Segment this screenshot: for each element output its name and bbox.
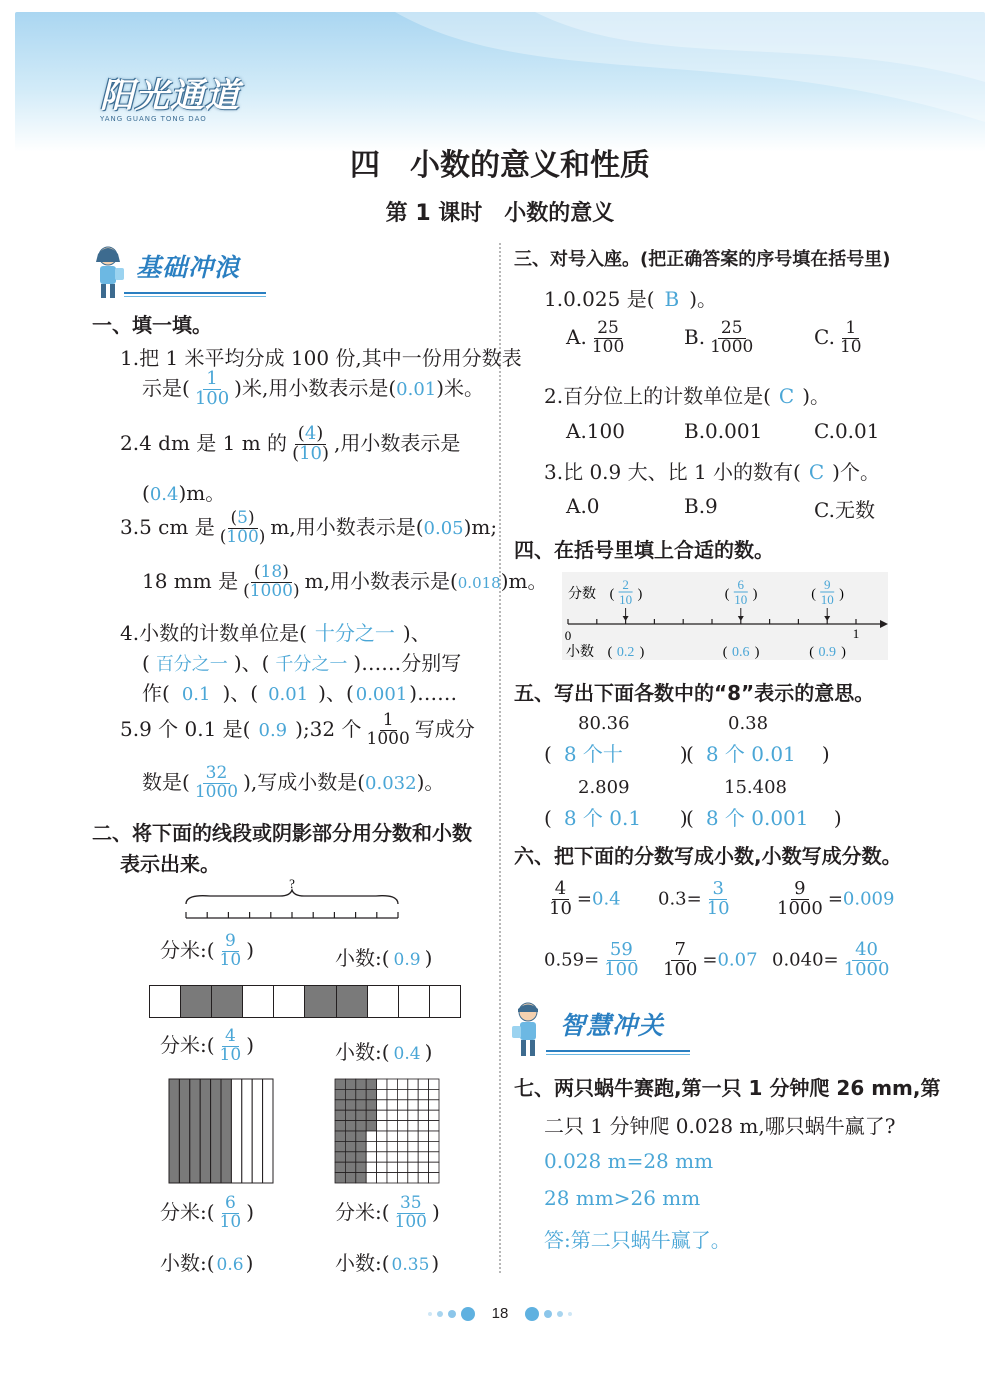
grid-cell: [429, 1079, 439, 1089]
grid-cell: [356, 1121, 366, 1131]
strip-cell: [274, 986, 305, 1017]
unit-title: 四 小数的意义和性质: [350, 148, 650, 183]
grid-cell: [356, 1173, 366, 1183]
shaded-strip: [149, 985, 461, 1018]
grid-cell: [345, 1079, 355, 1089]
number-line-dec-label: 小数: [566, 645, 594, 660]
p6-r1-3: $\frac{9}{1000}$ =0.009: [777, 878, 895, 919]
grid-cell: [345, 1173, 355, 1183]
number-line-dec-value: 0.9: [818, 645, 836, 660]
strip-column: [252, 1079, 262, 1183]
grid-cell: [387, 1121, 397, 1131]
lesson-title: 第 1 课时 小数的意义: [385, 201, 615, 226]
strip-cell: [181, 986, 212, 1017]
grid-cell: [397, 1152, 407, 1162]
number-line-dec-value: 0.6: [732, 645, 750, 660]
part4-title: 四、在括号里填上合适的数。: [514, 538, 774, 562]
q2-decimal-answer: 0.4: [149, 484, 179, 505]
p2-item2-fraction: $\frac{4}{10}$: [219, 1026, 242, 1065]
svg-text:(: (: [809, 645, 814, 660]
grid-cell: [408, 1131, 418, 1141]
strip-column: [263, 1079, 273, 1183]
q3-line-a: 3.5 cm 是 $\frac{(5)}{(100)}$ m,用小数表示是(0.05)m;: [120, 508, 498, 547]
column-divider: [499, 243, 501, 1273]
grid-cell: [335, 1173, 345, 1183]
number-line-dec-value: 0.2: [616, 645, 635, 660]
grid-cell: [377, 1173, 387, 1183]
p2-item2-dec: 小数:( 0.4 ): [335, 1040, 433, 1064]
grid-cell: [429, 1110, 439, 1120]
p3-q2: 2.百分位上的计数单位是( C )。: [544, 384, 831, 408]
grid-cell: [429, 1121, 439, 1131]
grid-cell: [356, 1152, 366, 1162]
grid-cell: [356, 1110, 366, 1120]
grid-cell: [366, 1162, 376, 1172]
q2-line-b: (0.4)m。: [142, 481, 226, 505]
p5-num-4: 15.408: [724, 777, 787, 798]
q1-fraction-answer: $\frac{1}{100}$: [194, 368, 230, 409]
grid-cell: [418, 1162, 428, 1172]
vertical-strips-figure: [168, 1078, 274, 1184]
grid-cell: [335, 1162, 345, 1172]
grid-cell: [408, 1173, 418, 1183]
q4-line-c: 作( 0.1 )、( 0.01 )、( 0.001 )……: [142, 681, 458, 705]
grid-cell: [345, 1100, 355, 1110]
grid-cell: [429, 1162, 439, 1172]
svg-text:): ): [637, 587, 643, 602]
grid-cell: [366, 1110, 376, 1120]
grid-cell: [429, 1089, 439, 1099]
grid-cell: [377, 1162, 387, 1172]
grid-cell: [397, 1089, 407, 1099]
grid-cell: [408, 1121, 418, 1131]
grid-cell: [429, 1141, 439, 1151]
boy-mascot-icon: [508, 1000, 550, 1060]
p3-q2-optC: C.0.01: [814, 419, 880, 443]
number-line-frac-num: 6: [737, 577, 745, 592]
svg-text:): ): [839, 587, 844, 602]
q4-line-b: ( 百分之一 )、( 千分之一 )……分别写: [142, 651, 462, 675]
grid-cell: [408, 1100, 418, 1110]
grid-cell: [345, 1162, 355, 1172]
logo-subtext: YANG GUANG TONG DAO: [100, 115, 207, 123]
p3-q2-optB: B.0.001: [684, 419, 763, 443]
badge-underline: [546, 1050, 690, 1055]
number-line-one: 1: [852, 626, 860, 641]
svg-text:(: (: [722, 645, 728, 660]
q5-line-b: 数是( $\frac{32}{1000}$ ),写成小数是(0.032)。: [142, 763, 445, 802]
svg-text:): ): [841, 645, 846, 660]
segment-ticks: [186, 912, 398, 918]
strip-cell: [305, 986, 336, 1017]
grid-cell: [418, 1089, 428, 1099]
number-line-point: [608, 577, 645, 660]
grid-cell: [418, 1152, 428, 1162]
grid-cell: [345, 1089, 355, 1099]
p3-q1-optC: C. $\frac{1}{10}$: [814, 318, 862, 357]
grid-cell: [408, 1089, 418, 1099]
grid-cell: [335, 1110, 345, 1120]
basic-badge: [88, 244, 268, 302]
part7-line2: 二只 1 分钟爬 0.028 m,哪只蜗牛赢了?: [544, 1114, 896, 1138]
strip-cell: [243, 986, 274, 1017]
p2-item1-fraction: $\frac{9}{10}$: [219, 931, 242, 970]
segment-question-mark: ?: [289, 876, 295, 891]
grid-cell: [387, 1173, 397, 1183]
challenge-badge-label: 智慧冲关: [560, 1011, 665, 1040]
number-line: [562, 572, 888, 660]
p6-r1-1: $\frac{4}{10}$ =0.4: [549, 878, 621, 919]
q1-decimal-answer: 0.01: [396, 378, 437, 400]
grid-cell: [366, 1131, 376, 1141]
grid-cell: [335, 1141, 345, 1151]
p5-num-2: 0.38: [728, 713, 769, 734]
grid-cell: [345, 1131, 355, 1141]
segment-brace: [186, 890, 398, 904]
svg-text:(: (: [724, 587, 730, 602]
q4-line-a: 4.小数的计数单位是( 十分之一 )、: [120, 621, 431, 645]
grid-cell: [366, 1152, 376, 1162]
p5-ans-3: ( 8 个 0.1 ): [544, 806, 688, 830]
part3-title: 三、对号入座。(把正确答案的序号填在括号里): [514, 249, 891, 270]
p3-q3: 3.比 0.9 大、比 1 小的数有( C )个。: [544, 460, 880, 484]
number-line-frac-den: 10: [619, 592, 633, 607]
grid-cell: [356, 1089, 366, 1099]
strip-cell: [430, 986, 460, 1017]
p2-item4-dec: 小数:( 0.35 ): [335, 1251, 440, 1275]
grid-cell: [366, 1141, 376, 1151]
grid-cell: [418, 1121, 428, 1131]
p5-ans-2: ( 8 个 0.01 ): [686, 742, 830, 766]
p2-item4-fraction: $\frac{35}{100}$: [394, 1193, 427, 1232]
grid-cell: [377, 1100, 387, 1110]
strip-column: [221, 1079, 231, 1183]
strip-cell: [212, 986, 243, 1017]
strip-cell: [399, 986, 430, 1017]
grid-cell: [366, 1173, 376, 1183]
svg-text:): ): [752, 587, 758, 602]
grid-cell: [387, 1089, 397, 1099]
grid-cell: [397, 1121, 407, 1131]
strip-cell: [368, 986, 399, 1017]
grid-cell: [335, 1079, 345, 1089]
grid-cell: [429, 1100, 439, 1110]
strip-column: [242, 1079, 252, 1183]
grid-cell: [387, 1100, 397, 1110]
part7-answer-3: 答:第二只蜗牛赢了。: [544, 1228, 731, 1252]
grid-cell: [397, 1100, 407, 1110]
q1-line-a: 1.把 1 米平均分成 100 份,其中一份用分数表: [120, 346, 522, 370]
strip-column: [169, 1079, 179, 1183]
strip-cell: [150, 986, 181, 1017]
grid-cell: [377, 1079, 387, 1089]
grid-cell: [366, 1100, 376, 1110]
strip-column: [190, 1079, 200, 1183]
p2-item3-frac: 分米:( $\frac{6}{10}$ ): [160, 1193, 254, 1232]
strip-cell: [337, 986, 368, 1017]
part2-title-a: 二、将下面的线段或阴影部分用分数和小数: [92, 821, 472, 845]
p6-r2-1: 0.59= $\frac{59}{100}$: [544, 939, 639, 980]
grid-cell: [335, 1121, 345, 1131]
p2-item1-dec: 小数:( 0.9 ): [335, 946, 433, 970]
grid-cell: [345, 1141, 355, 1151]
grid-cell: [387, 1141, 397, 1151]
p6-r2-3: 0.040= $\frac{40}{1000}$: [772, 939, 890, 980]
svg-text:(: (: [607, 645, 613, 660]
grid-cell: [377, 1089, 387, 1099]
p3-q3-optC: C.无数: [814, 498, 875, 522]
grid-cell: [345, 1152, 355, 1162]
grid-cell: [387, 1162, 397, 1172]
strip-column: [211, 1079, 221, 1183]
part1-title: 一、填一填。: [92, 313, 212, 337]
svg-text:(: (: [811, 587, 816, 602]
grid-cell: [429, 1173, 439, 1183]
svg-text:(: (: [609, 587, 615, 602]
q5-line-a: 5.9 个 0.1 是( 0.9 );32 个 $\frac{1}{1000}$ 写成分: [120, 710, 475, 749]
grid-cell: [377, 1141, 387, 1151]
number-line-point: [723, 577, 760, 660]
logo-text: 阳光通道: [100, 76, 240, 116]
strip-column: [231, 1079, 241, 1183]
grid-cell: [377, 1131, 387, 1141]
number-line-frac-num: 9: [823, 577, 831, 592]
grid-cell: [335, 1152, 345, 1162]
part6-title: 六、把下面的分数写成小数,小数写成分数。: [514, 844, 902, 868]
page-number-bar: [420, 1300, 580, 1328]
p2-item3-fraction: $\frac{6}{10}$: [219, 1193, 242, 1232]
grid-cell: [418, 1131, 428, 1141]
grid-cell: [356, 1100, 366, 1110]
grid-cell: [397, 1079, 407, 1089]
q5-fraction-answer: $\frac{32}{1000}$: [194, 763, 239, 802]
p5-num-3: 2.809: [578, 777, 630, 798]
grid-cell: [397, 1110, 407, 1120]
p2-item1-frac: 分米:( $\frac{9}{10}$ ): [160, 931, 254, 970]
grid-cell: [345, 1110, 355, 1120]
part2-title-b: 表示出来。: [120, 852, 220, 876]
grid-cell: [377, 1110, 387, 1120]
p2-item2-frac: 分米:( $\frac{4}{10}$ ): [160, 1026, 254, 1065]
svg-text:): ): [639, 645, 645, 660]
number-line-frac-label: 分数: [568, 587, 596, 602]
strip-column: [179, 1079, 189, 1183]
grid-cell: [429, 1152, 439, 1162]
part7-answer-1: 0.028 m=28 mm: [544, 1149, 714, 1173]
part5-title: 五、写出下面各数中的“8”表示的意思。: [514, 681, 875, 705]
grid-cell: [335, 1100, 345, 1110]
grid-cell: [397, 1162, 407, 1172]
p2-item4-frac: 分米:( $\frac{35}{100}$ ): [335, 1193, 440, 1232]
p3-q3-optB: B.9: [684, 494, 718, 518]
p6-r2-2: $\frac{7}{100}$ =0.07: [663, 939, 758, 980]
grid-cell: [387, 1079, 397, 1089]
grid-cell: [335, 1089, 345, 1099]
grid-cell: [408, 1141, 418, 1151]
strip-column: [200, 1079, 210, 1183]
grid-cell: [429, 1131, 439, 1141]
number-line-frac-den: 10: [734, 592, 748, 607]
p6-r1-2: 0.3= $\frac{3}{10}$: [658, 878, 730, 919]
p5-ans-4: ( 8 个 0.001 ): [686, 806, 842, 830]
p2-item3-dec: 小数:( 0.6 ): [160, 1251, 254, 1275]
basic-badge-label: 基础冲浪: [136, 253, 241, 282]
grid-cell: [418, 1079, 428, 1089]
q3-line-b: 18 mm 是 $\frac{(18)}{(1000)}$ m,用小数表示是(0.018)m。: [142, 562, 548, 601]
grid-cell: [366, 1089, 376, 1099]
grid-cell: [377, 1152, 387, 1162]
grid-cell: [366, 1121, 376, 1131]
grid-cell: [356, 1141, 366, 1151]
number-line-frac-den: 10: [820, 592, 834, 607]
grid-cell: [356, 1162, 366, 1172]
p3-q1-optB: B. $\frac{25}{1000}$: [684, 318, 754, 357]
q2-fraction: $\frac{(4)}{(10)}$: [292, 423, 330, 464]
grid-cell: [408, 1110, 418, 1120]
grid-cell: [377, 1121, 387, 1131]
q1-line-b: 示是( $\frac{1}{100}$ )米,用小数表示是(0.01)米。: [142, 368, 485, 409]
q5-fraction: $\frac{1}{1000}$: [366, 710, 410, 749]
grid-cell: [335, 1131, 345, 1141]
challenge-badge: [508, 1000, 692, 1060]
part7-line1: 七、两只蜗牛赛跑,第一只 1 分钟爬 26 mm,第: [514, 1076, 941, 1100]
grid-cell: [397, 1173, 407, 1183]
number-line-zero: 0: [564, 628, 572, 643]
svg-text:): ): [754, 645, 760, 660]
segment-diagram: [180, 874, 410, 924]
p3-q1-optA: A. $\frac{25}{100}$: [566, 318, 625, 357]
badge-underline: [124, 292, 266, 297]
grid-cell: [418, 1141, 428, 1151]
p3-q1: 1.0.025 是( B )。: [544, 287, 718, 311]
hundred-grid-figure: [334, 1078, 440, 1184]
p3-q3-optA: A.0: [566, 494, 600, 518]
logo: [100, 68, 240, 123]
grid-cell: [387, 1110, 397, 1120]
part7-answer-2: 28 mm>26 mm: [544, 1186, 701, 1210]
p3-q2-optA: A.100: [566, 419, 625, 443]
number-line-point: [809, 577, 846, 660]
p5-ans-1: ( 8 个十 ): [544, 742, 688, 766]
grid-cell: [387, 1131, 397, 1141]
grid-cell: [418, 1173, 428, 1183]
grid-cell: [356, 1131, 366, 1141]
p5-num-1: 80.36: [578, 713, 630, 734]
q3-fraction: $\frac{(5)}{(100)}$: [219, 508, 266, 547]
grid-cell: [408, 1079, 418, 1089]
grid-cell: [397, 1131, 407, 1141]
grid-cell: [418, 1110, 428, 1120]
q3-fraction-2: $\frac{(18)}{(1000)}$: [243, 562, 300, 601]
grid-cell: [356, 1079, 366, 1089]
grid-cell: [366, 1079, 376, 1089]
grid-cell: [345, 1121, 355, 1131]
page-number: 18: [491, 1305, 509, 1322]
number-line-frac-num: 2: [622, 577, 629, 592]
q2-line-a: 2.4 dm 是 1 m 的 $\frac{(4)}{(10)}$ ,用小数表示是: [120, 423, 461, 464]
grid-cell: [397, 1141, 407, 1151]
grid-cell: [408, 1152, 418, 1162]
grid-cell: [418, 1100, 428, 1110]
grid-cell: [387, 1152, 397, 1162]
grid-cell: [408, 1162, 418, 1172]
